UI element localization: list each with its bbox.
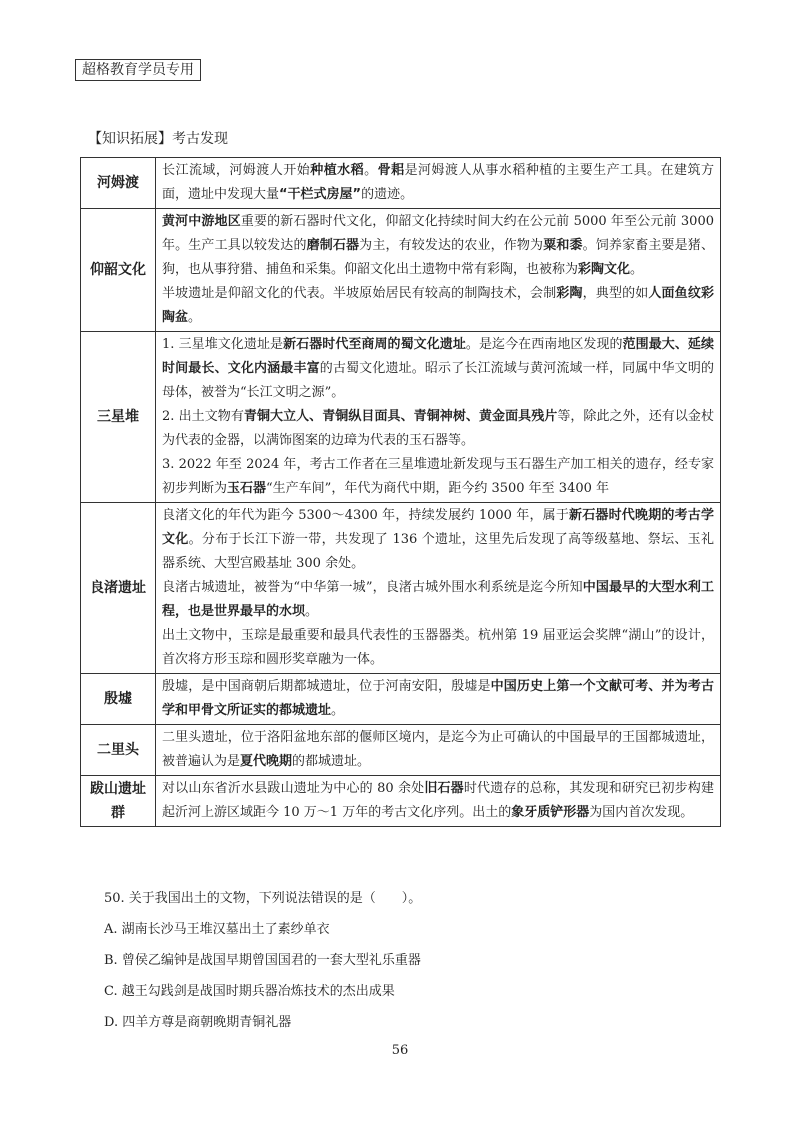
text-run: 3. 2022 年至 2024 年，考古工作者在三星堆遗址新发现与玉石器生产加工相关的遗存，经专家初步判断为 <box>162 457 714 496</box>
key-term: 粟和黍 <box>543 238 583 253</box>
text-run: 1. 三星堆文化遗址是 <box>162 337 284 352</box>
text-run: 等，除此之外，还有以金杖为代表的金器，以满饰图案的边璋为代表的玉石器等。 <box>162 409 714 448</box>
text-run: 对以山东省沂水县跋山遗址为中心的 80 余处 <box>162 781 425 796</box>
row-label: 良渚遗址 <box>81 503 156 674</box>
key-term: 彩陶 <box>556 286 583 301</box>
key-term: 中国历史上第一个文献可考、并为考古学和甲骨文所证实的都城遗址 <box>162 679 714 718</box>
option-b[interactable]: B. 曾侯乙编钟是战国早期曾国国君的一套大型礼乐重器 <box>104 953 421 968</box>
text-run: 为国内首次发现。 <box>589 805 694 820</box>
content-paragraph <box>162 282 714 330</box>
text-run: 2. 出土文物有 <box>162 409 244 424</box>
key-term: 新石器时代至商周的蜀文化遗址 <box>283 337 466 352</box>
key-term: 范围最大、延续时间最长、文化内涵最丰富 <box>162 337 714 376</box>
table-row <box>81 503 721 674</box>
text-run: 。饲养家畜主要是猪、狗，也从事狩猎、捕鱼和采集。仰韶文化出土遗物中常有彩陶，也被称为 <box>162 238 714 277</box>
text-run: 是河姆渡人从事水稻种植的主要生产工具。在建筑方面，遗址中发现大量 <box>162 163 714 202</box>
key-term: 旧石器 <box>424 781 464 796</box>
key-term: 黄河中游地区 <box>162 214 241 229</box>
content-paragraph <box>162 504 714 576</box>
key-term: 象牙质铲形器 <box>511 805 590 820</box>
row-content <box>156 332 721 503</box>
text-run: 。 <box>188 310 202 325</box>
table-row <box>81 158 721 209</box>
row-label: 三星堆 <box>81 332 156 503</box>
row-content <box>156 725 721 776</box>
option-a[interactable]: A. 湖南长沙马王堆汉墓出土了素纱单衣 <box>104 922 330 937</box>
row-label: 二里头 <box>81 725 156 776</box>
table-row <box>81 209 721 332</box>
page-number: 56 <box>391 1043 409 1058</box>
text-run: 。 <box>331 703 345 718</box>
text-run: 良渚文化的年代为距今 5300～4300 年，持续发展约 1000 年，属于 <box>162 508 570 523</box>
key-term: 种植水稻 <box>310 163 365 178</box>
content-paragraph <box>162 453 714 501</box>
row-content <box>156 776 721 827</box>
text-run: 半坡遗址是仰韶文化的代表。半坡原始居民有较高的制陶技术，会制 <box>162 286 557 301</box>
text-run: 时代遗存的总称，其发现和研究已初步构建起沂河上游区域距今 10 万～1 万年的考古文化序列。出土的 <box>162 781 714 820</box>
content-paragraph <box>162 210 714 282</box>
key-term: 彩陶文化 <box>578 262 631 277</box>
watermark-label: 超格教育学员专用 <box>75 59 201 81</box>
table-row <box>81 776 721 827</box>
text-run: 。分布于长江下游一带，共发现了 136 个遗址，这里先后发现了高等级墓地、祭坛、玉礼器系统、大型宫殿基址 300 余处。 <box>162 532 714 571</box>
content-paragraph <box>162 726 714 774</box>
content-paragraph <box>162 777 714 825</box>
key-term: 人面鱼纹彩陶盆 <box>162 286 714 325</box>
key-term: 夏代晚期 <box>240 754 293 769</box>
row-content <box>156 209 721 332</box>
table-row <box>81 332 721 503</box>
content-paragraph <box>162 405 714 453</box>
text-run: 的古蜀文化遗址。昭示了长江流域与黄河流域一样，同属中华文明的母体，被誉为“长江文明之源”。 <box>162 361 714 400</box>
text-run: ，典型的如 <box>582 286 649 301</box>
content-paragraph <box>162 159 714 207</box>
table-row <box>81 725 721 776</box>
key-term: 青铜大立人、青铜纵目面具、青铜神树、黄金面具残片 <box>243 409 558 424</box>
row-content <box>156 503 721 674</box>
text-run: “生产车间”，年代为商代中期，距今约 3500 年至 3400 年 <box>266 481 610 496</box>
text-run: 的遗迹。 <box>361 187 414 202</box>
row-label: 河姆渡 <box>81 158 156 209</box>
text-run: 出土文物中，玉琮是最重要和最具代表性的玉器器类。杭州第 19 届亚运会奖牌“湖山”的设计，首次将方形玉琮和圆形奖章融为一体。 <box>162 628 714 667</box>
key-term: 玉石器 <box>227 481 267 496</box>
text-run: 的都城遗址。 <box>292 754 371 769</box>
content-paragraph <box>162 576 714 624</box>
content-paragraph <box>162 675 714 723</box>
row-content <box>156 674 721 725</box>
text-run: 重要的新石器时代文化，仰韶文化持续时间大约在公元前 5000 年至公元前 3000 年。生产工具以较发达的 <box>162 214 714 253</box>
question-stem: 50. 关于我国出土的文物，下列说法错误的是（ ）。 <box>104 891 422 906</box>
archaeology-table <box>80 157 721 827</box>
key-term: 骨耜 <box>377 163 405 178</box>
content-paragraph <box>162 624 714 672</box>
text-run: 。是迄今在西南地区发现的 <box>465 337 623 352</box>
text-run: 。 <box>305 604 319 619</box>
text-run: 二里头遗址，位于洛阳盆地东部的偃师区境内，是迄今为止可确认的中国最早的王国都城遗址，被普遍认为是 <box>162 730 714 769</box>
key-term: 磨制石器 <box>306 238 360 253</box>
text-run: 为主，有较发达的农业，作物为 <box>359 238 544 253</box>
text-run: 殷墟，是中国商朝后期都城遗址，位于河南安阳，殷墟是 <box>162 679 491 694</box>
option-d[interactable]: D. 四羊方尊是商朝晚期青铜礼器 <box>104 1015 292 1030</box>
row-label: 跋山遗址群 <box>81 776 156 827</box>
text-run: 良渚古城遗址，被誉为“中华第一城”，良渚古城外围水利系统是迄今所知 <box>162 580 583 595</box>
row-label: 仰韶文化 <box>81 209 156 332</box>
section-title: 【知识拓展】考古发现 <box>88 131 228 147</box>
table-row <box>81 674 721 725</box>
row-content <box>156 158 721 209</box>
text-run: 。 <box>364 163 378 178</box>
key-term: 新石器时代晚期的考古学文化 <box>162 508 714 547</box>
text-run: 长江流域，河姆渡人开始 <box>162 163 311 178</box>
key-term: “干栏式房屋” <box>279 187 362 202</box>
text-run: 。 <box>630 262 644 277</box>
content-paragraph <box>162 333 714 405</box>
option-c[interactable]: C. 越王勾践剑是战国时期兵器冶炼技术的杰出成果 <box>104 984 395 999</box>
row-label: 殷墟 <box>81 674 156 725</box>
key-term: 中国最早的大型水利工程，也是世界最早的水坝 <box>162 580 714 619</box>
question-block <box>104 890 704 1045</box>
